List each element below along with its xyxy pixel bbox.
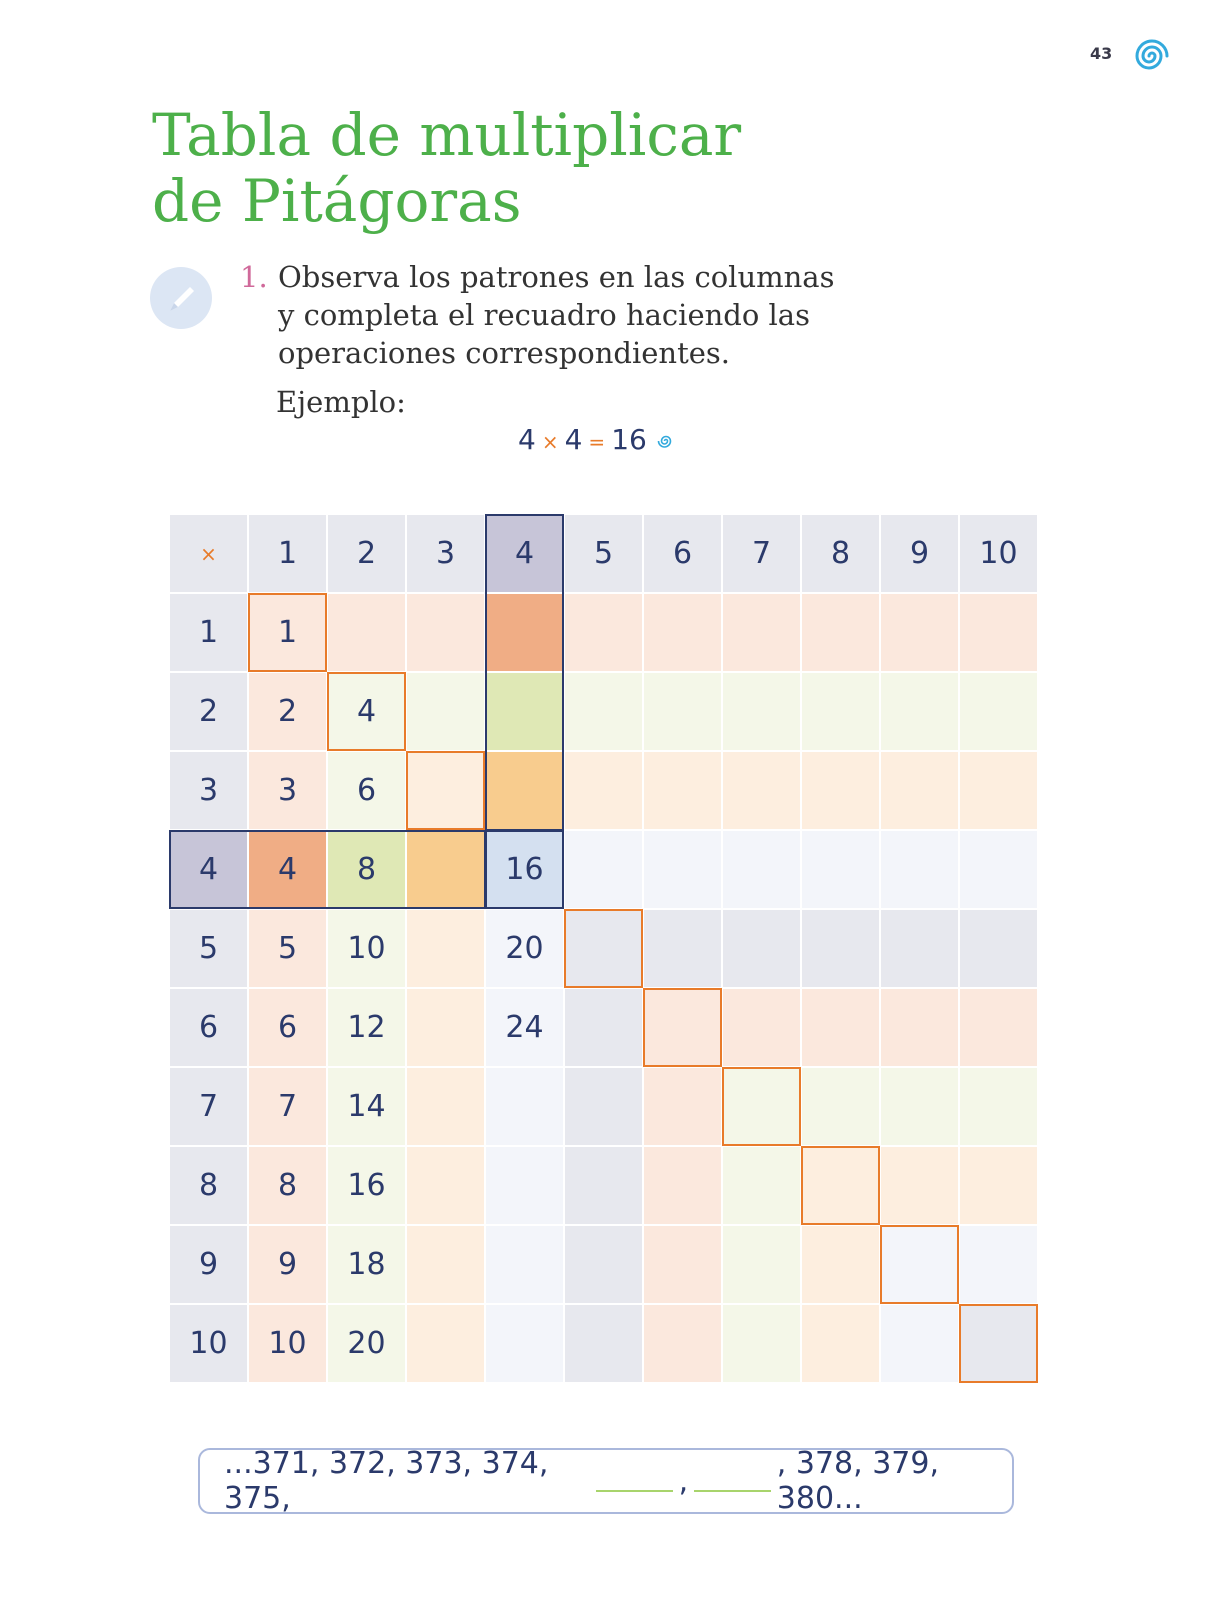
empty-product-cell[interactable] bbox=[802, 673, 879, 750]
spiral-logo-icon bbox=[1132, 36, 1172, 76]
column-header: 3 bbox=[407, 515, 484, 592]
product-cell: 16 bbox=[486, 831, 563, 908]
empty-product-cell[interactable] bbox=[328, 594, 405, 671]
empty-product-cell[interactable] bbox=[486, 594, 563, 671]
page-title bbox=[152, 102, 741, 234]
empty-product-cell[interactable] bbox=[881, 1068, 958, 1145]
empty-product-cell[interactable] bbox=[960, 752, 1037, 829]
column-header: 4 bbox=[486, 515, 563, 592]
empty-product-cell[interactable] bbox=[407, 1068, 484, 1145]
empty-product-cell[interactable] bbox=[407, 989, 484, 1066]
row-header: 9 bbox=[170, 1226, 247, 1303]
empty-product-cell[interactable] bbox=[565, 673, 642, 750]
instruction-line-3: operaciones correspondientes. bbox=[278, 336, 731, 370]
column-header: 7 bbox=[723, 515, 800, 592]
empty-product-cell[interactable] bbox=[565, 1305, 642, 1382]
column-header: 6 bbox=[644, 515, 721, 592]
empty-product-cell[interactable] bbox=[407, 673, 484, 750]
title-line-2: de Pitágoras bbox=[152, 167, 522, 235]
empty-product-cell[interactable] bbox=[644, 673, 721, 750]
empty-product-cell[interactable] bbox=[486, 1305, 563, 1382]
row-header: 1 bbox=[170, 594, 247, 671]
pencil-activity-icon bbox=[150, 267, 212, 329]
example-factor-b: 4 bbox=[564, 423, 583, 456]
empty-product-cell[interactable] bbox=[407, 1226, 484, 1303]
product-cell: 1 bbox=[249, 594, 326, 671]
empty-product-cell[interactable] bbox=[881, 1147, 958, 1224]
empty-product-cell[interactable] bbox=[802, 910, 879, 987]
product-cell: 24 bbox=[486, 989, 563, 1066]
empty-product-cell[interactable] bbox=[486, 1226, 563, 1303]
row-header: 3 bbox=[170, 752, 247, 829]
example-times: × bbox=[541, 430, 559, 454]
empty-product-cell[interactable] bbox=[802, 989, 879, 1066]
product-cell: 8 bbox=[328, 831, 405, 908]
instruction-line-1: Observa los patrones en las columnas bbox=[278, 260, 835, 294]
empty-product-cell[interactable] bbox=[407, 910, 484, 987]
instruction-line-2: y completa el recuadro haciendo las bbox=[278, 298, 810, 332]
empty-product-cell[interactable] bbox=[723, 594, 800, 671]
product-cell: 12 bbox=[328, 989, 405, 1066]
product-cell: 4 bbox=[328, 673, 405, 750]
product-cell: 10 bbox=[249, 1305, 326, 1382]
empty-product-cell[interactable] bbox=[644, 1147, 721, 1224]
number-sequence-box bbox=[198, 1448, 1014, 1514]
empty-product-cell[interactable] bbox=[407, 1147, 484, 1224]
column-header: 8 bbox=[802, 515, 879, 592]
empty-product-cell[interactable] bbox=[644, 752, 721, 829]
column-header: 9 bbox=[881, 515, 958, 592]
sequence-lead: ...371, 372, 373, 374, 375, bbox=[224, 1446, 549, 1516]
example-equals: = bbox=[588, 430, 606, 454]
product-cell: 4 bbox=[249, 831, 326, 908]
empty-product-cell[interactable] bbox=[486, 673, 563, 750]
activity-number: 1. bbox=[240, 260, 268, 294]
empty-product-cell[interactable] bbox=[960, 1147, 1037, 1224]
empty-product-cell[interactable] bbox=[960, 1226, 1037, 1303]
empty-product-cell[interactable] bbox=[960, 989, 1037, 1066]
empty-product-cell[interactable] bbox=[802, 1305, 879, 1382]
product-cell: 10 bbox=[328, 910, 405, 987]
product-cell: 6 bbox=[249, 989, 326, 1066]
empty-product-cell[interactable] bbox=[644, 910, 721, 987]
empty-product-cell[interactable] bbox=[644, 1305, 721, 1382]
empty-product-cell[interactable] bbox=[960, 673, 1037, 750]
empty-product-cell[interactable] bbox=[723, 1068, 800, 1145]
empty-product-cell[interactable] bbox=[802, 831, 879, 908]
empty-product-cell[interactable] bbox=[723, 989, 800, 1066]
empty-product-cell[interactable] bbox=[486, 1147, 563, 1224]
empty-product-cell[interactable] bbox=[565, 594, 642, 671]
empty-product-cell[interactable] bbox=[881, 673, 958, 750]
activity-instructions bbox=[240, 258, 834, 372]
empty-product-cell[interactable] bbox=[802, 594, 879, 671]
column-header: 1 bbox=[249, 515, 326, 592]
empty-product-cell[interactable] bbox=[407, 831, 484, 908]
empty-product-cell[interactable] bbox=[407, 594, 484, 671]
column-header: 2 bbox=[328, 515, 405, 592]
empty-product-cell[interactable] bbox=[565, 1068, 642, 1145]
empty-product-cell[interactable] bbox=[565, 910, 642, 987]
empty-product-cell[interactable] bbox=[881, 989, 958, 1066]
empty-product-cell[interactable] bbox=[802, 1068, 879, 1145]
empty-product-cell[interactable] bbox=[802, 1226, 879, 1303]
product-cell: 20 bbox=[328, 1305, 405, 1382]
table-corner-multiply: × bbox=[170, 515, 247, 592]
product-cell: 6 bbox=[328, 752, 405, 829]
empty-product-cell[interactable] bbox=[565, 752, 642, 829]
empty-product-cell[interactable] bbox=[486, 752, 563, 829]
product-cell: 14 bbox=[328, 1068, 405, 1145]
product-cell: 16 bbox=[328, 1147, 405, 1224]
empty-product-cell[interactable] bbox=[881, 910, 958, 987]
row-header: 2 bbox=[170, 673, 247, 750]
empty-product-cell[interactable] bbox=[644, 594, 721, 671]
empty-product-cell[interactable] bbox=[565, 831, 642, 908]
title-line-1: Tabla de multiplicar bbox=[152, 101, 742, 169]
product-cell: 9 bbox=[249, 1226, 326, 1303]
sequence-blank-2[interactable] bbox=[694, 1470, 771, 1492]
empty-product-cell[interactable] bbox=[881, 1226, 958, 1303]
empty-product-cell[interactable] bbox=[723, 910, 800, 987]
empty-product-cell[interactable] bbox=[407, 752, 484, 829]
column-header: 10 bbox=[960, 515, 1037, 592]
empty-product-cell[interactable] bbox=[881, 831, 958, 908]
product-cell: 8 bbox=[249, 1147, 326, 1224]
sequence-blank-1[interactable] bbox=[596, 1470, 673, 1492]
empty-product-cell[interactable] bbox=[723, 831, 800, 908]
empty-product-cell[interactable] bbox=[960, 831, 1037, 908]
product-cell: 3 bbox=[249, 752, 326, 829]
empty-product-cell[interactable] bbox=[565, 1226, 642, 1303]
empty-product-cell[interactable] bbox=[644, 1226, 721, 1303]
example-factor-a: 4 bbox=[518, 423, 536, 456]
empty-product-cell[interactable] bbox=[802, 752, 879, 829]
product-cell: 2 bbox=[249, 673, 326, 750]
empty-product-cell[interactable] bbox=[960, 910, 1037, 987]
empty-product-cell[interactable] bbox=[960, 1068, 1037, 1145]
empty-product-cell[interactable] bbox=[486, 1068, 563, 1145]
sequence-separator: , bbox=[678, 1463, 689, 1499]
product-cell: 5 bbox=[249, 910, 326, 987]
empty-product-cell[interactable] bbox=[407, 1305, 484, 1382]
empty-product-cell[interactable] bbox=[960, 594, 1037, 671]
empty-product-cell[interactable] bbox=[723, 673, 800, 750]
row-header: 10 bbox=[170, 1305, 247, 1382]
example-label: Ejemplo: bbox=[276, 385, 406, 419]
product-cell: 7 bbox=[249, 1068, 326, 1145]
empty-product-cell[interactable] bbox=[723, 1226, 800, 1303]
empty-product-cell[interactable] bbox=[723, 1305, 800, 1382]
empty-product-cell[interactable] bbox=[881, 594, 958, 671]
empty-product-cell[interactable] bbox=[960, 1305, 1037, 1382]
page-number: 43 bbox=[1090, 44, 1113, 63]
column-header: 5 bbox=[565, 515, 642, 592]
row-header: 6 bbox=[170, 989, 247, 1066]
empty-product-cell[interactable] bbox=[723, 752, 800, 829]
empty-product-cell[interactable] bbox=[881, 1305, 958, 1382]
empty-product-cell[interactable] bbox=[723, 1147, 800, 1224]
multiplication-table bbox=[170, 515, 1041, 1384]
empty-product-cell[interactable] bbox=[565, 1147, 642, 1224]
empty-product-cell[interactable] bbox=[644, 989, 721, 1066]
example-equation bbox=[518, 423, 676, 456]
sequence-tail: , 378, 379, 380... bbox=[776, 1446, 939, 1516]
example-result: 16 bbox=[611, 423, 647, 456]
product-cell: 20 bbox=[486, 910, 563, 987]
empty-product-cell[interactable] bbox=[881, 752, 958, 829]
row-header: 8 bbox=[170, 1147, 247, 1224]
product-cell: 18 bbox=[328, 1226, 405, 1303]
spiral-icon bbox=[656, 431, 676, 451]
empty-product-cell[interactable] bbox=[644, 831, 721, 908]
row-header: 5 bbox=[170, 910, 247, 987]
row-header: 7 bbox=[170, 1068, 247, 1145]
empty-product-cell[interactable] bbox=[802, 1147, 879, 1224]
empty-product-cell[interactable] bbox=[565, 989, 642, 1066]
empty-product-cell[interactable] bbox=[644, 1068, 721, 1145]
row-header: 4 bbox=[170, 831, 247, 908]
